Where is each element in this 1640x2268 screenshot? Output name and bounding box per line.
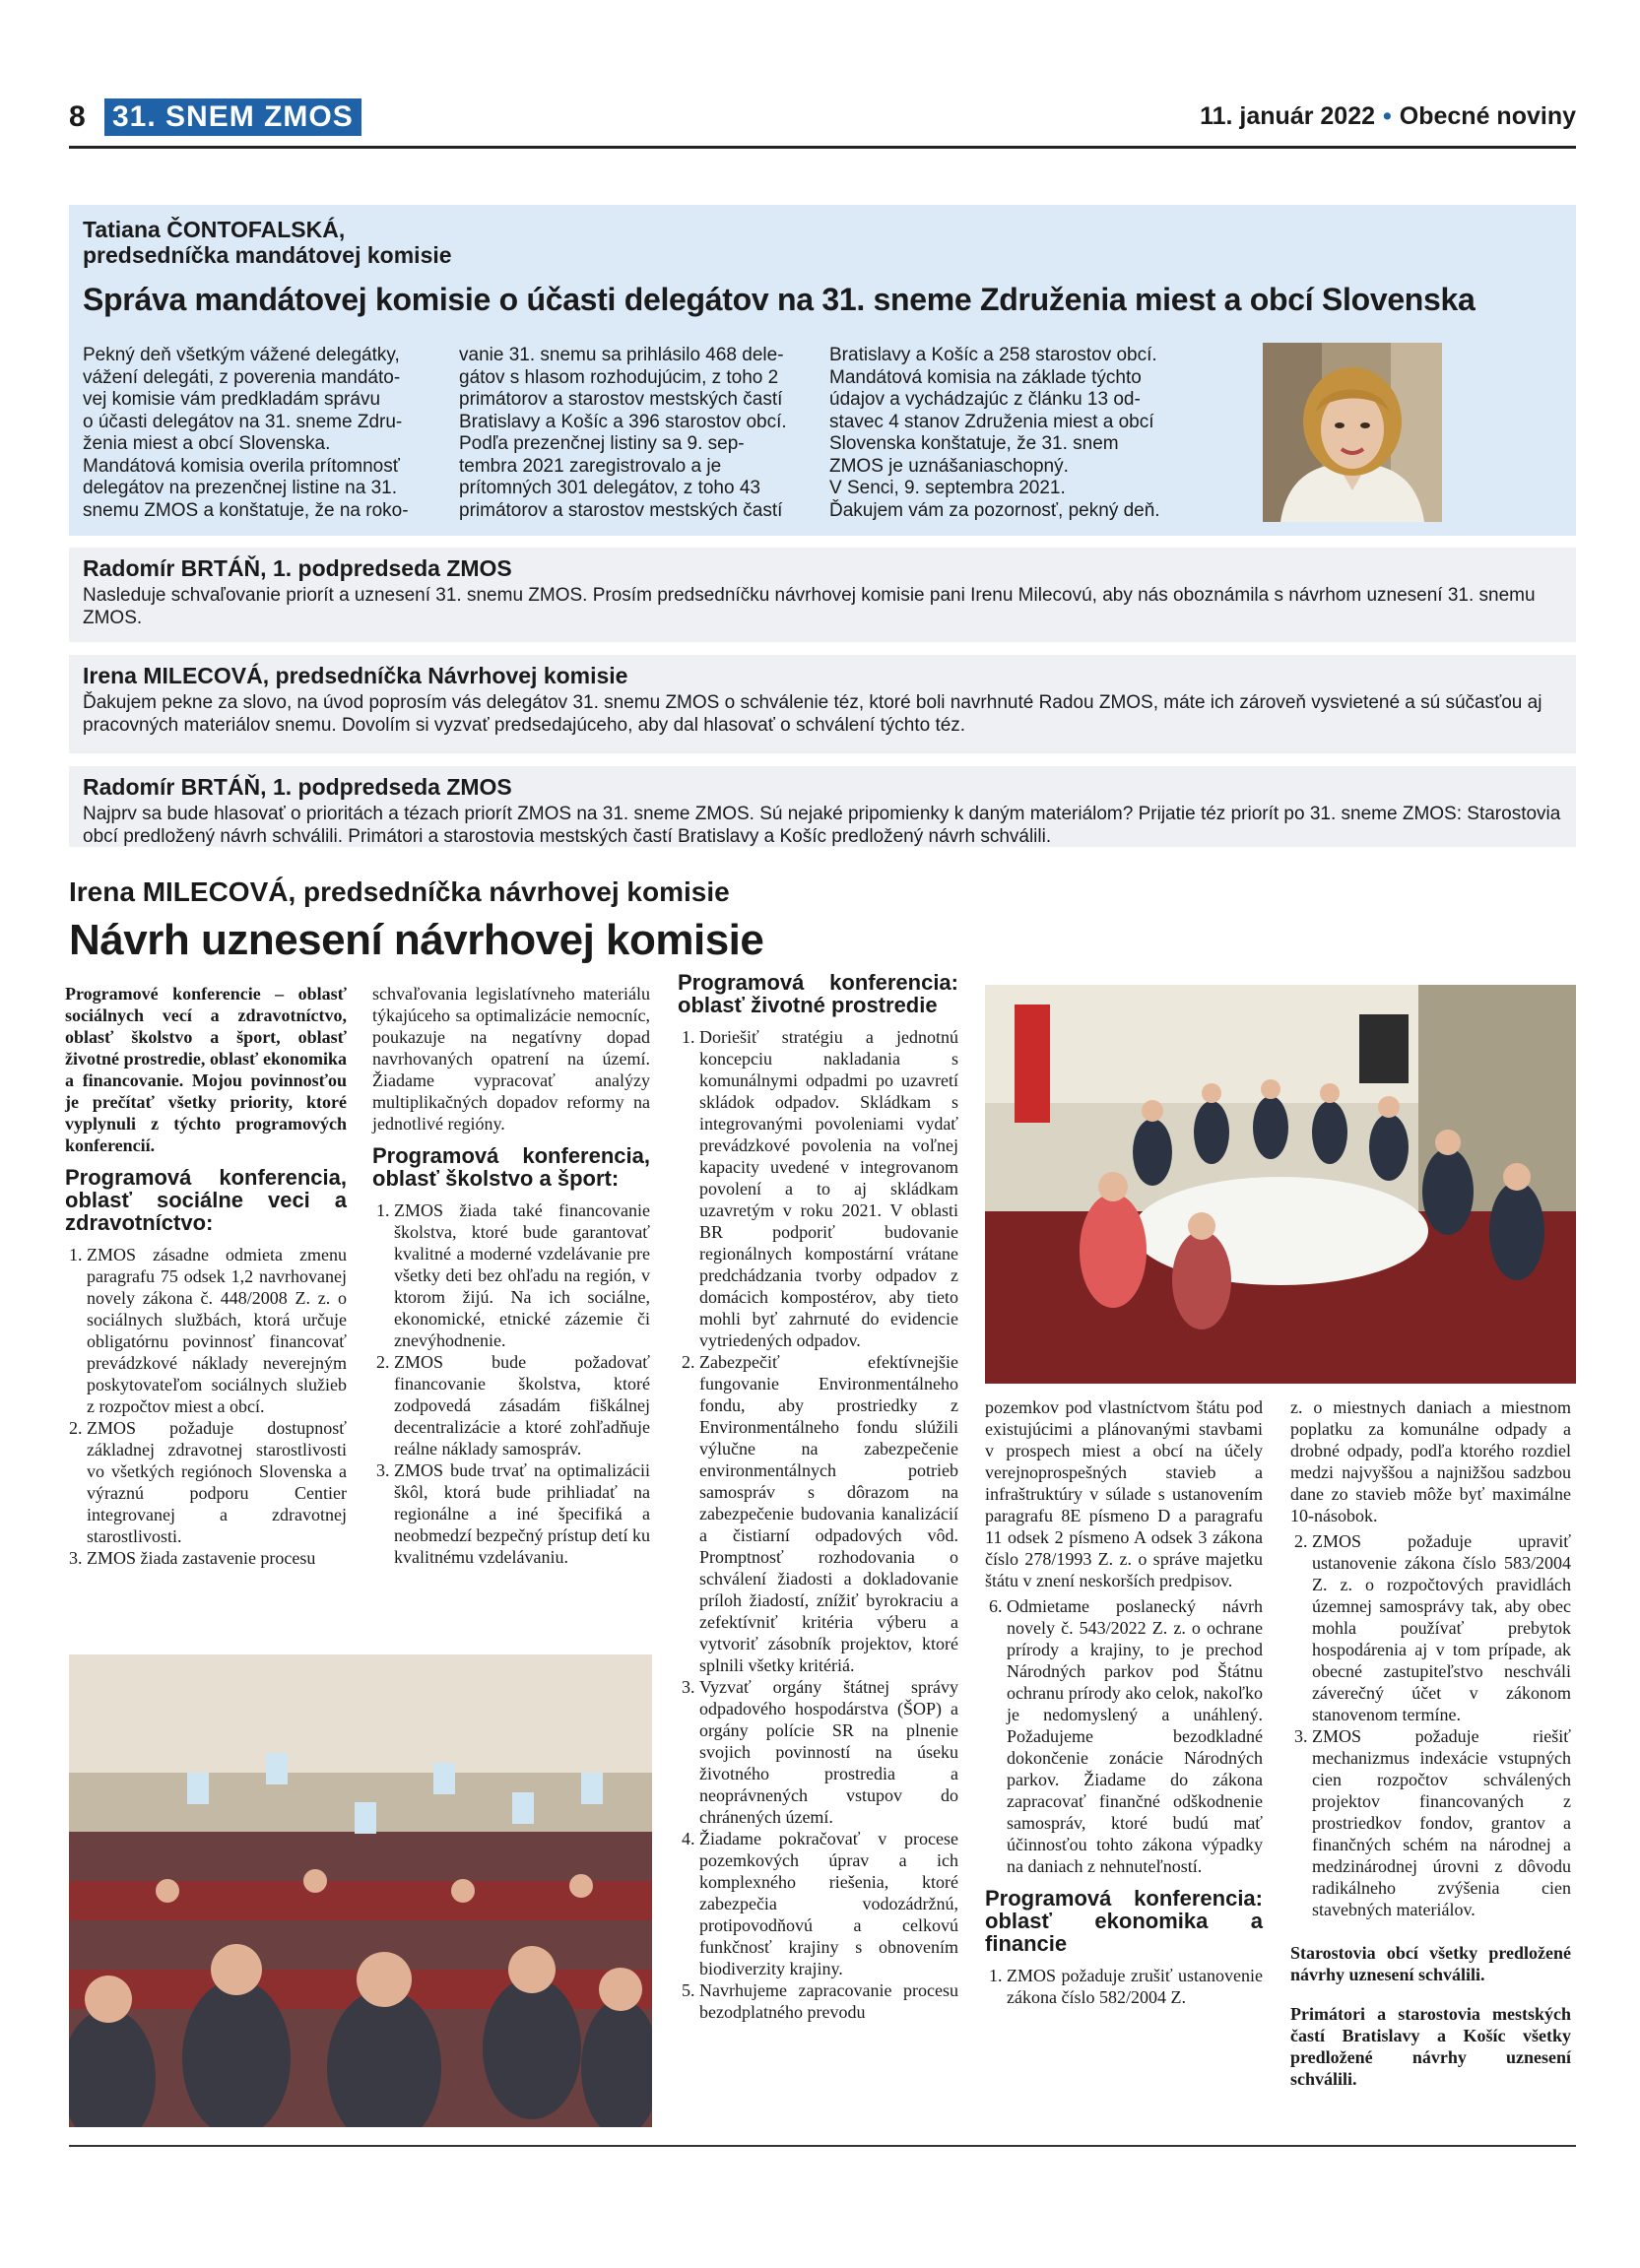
report-speaker-name: Tatiana ČONTOFALSKÁ, [83,217,346,242]
list-item: 2. ZMOS bude požadovať financovanie školstva, ktoré zodpovedá zásadám fiškálnej decentralizácie a ktoré zohľadňuje reálne náklady samospráv. [394,1351,650,1459]
statement-speaker: Irena MILECOVÁ, predsedníčka Návrhovej komisie [83,663,628,688]
statement-box-brtan-1 [69,548,1576,642]
list-item: 3. ZMOS požaduje riešiť mechanizmus indexácie vstupných cien rozpočtov schválených projektov financovaných z prostriedkov fondov, grantov a finančných schém na národnej a medzinárodnej úrovni z dôvodu radikálneho zvýšenia cien stavebných materiálov. [1312,1725,1571,1920]
section-label: 31. SNEM ZMOS [104,98,361,136]
subheading-economy: Programová konferencia: oblasť ekonomika a financie [985,1886,1263,1956]
report-title: Správa mandátovej komisie o účasti delegátov na 31. sneme Združenia miest a obcí Slovenska [83,282,1476,317]
statement-box-milecova [69,655,1576,753]
list-continuation: schvaľovania legislatívneho materiálu týkajúceho sa optimalizácie nemocníc, poukazuje na negatívny dopad navrhovaných opatrení na území. Žiadame vypracovať analýzy multiplikačných dopadov reformy na jednotlivé regióny. [372,984,650,1134]
article-intro: Programové konferencie – oblasť sociálnych vecí a zdravotníctvo, oblasť školstvo a šport, oblasť životné prostredie, oblasť ekonomika a financovanie. Mojou povinnosťou je prečítať všetky priority, ktoré vyplynuli z týchto programových konferencií. [65,984,347,1155]
list-item: 1. ZMOS žiada také financovanie školstva, ktoré bude garantovať kvalitné a moderné vzdelávanie pre všetky deti bez ohľadu na región, v ktorom žijú. Na ich sociálne, ekonomické, etnické zázemie či znevýhodnenie. [394,1199,650,1351]
subheading-social: Programová konferencia, oblasť sociálne veci a zdravotníctvo: [65,1165,347,1235]
list-item: 1. ZMOS požaduje zrušiť ustanovenie zákona číslo 582/2004 Z. [1007,1965,1263,2008]
statement-speaker: Radomír BRTÁŇ, 1. podpredseda ZMOS [83,555,512,581]
photo-delegates-voting [69,1654,652,2127]
article-speaker: Irena MILECOVÁ, predsedníčka návrhovej komisie [69,876,730,907]
article-column-1 [65,983,347,1569]
list-item: 1. ZMOS zásadne odmieta zmenu paragrafu 75 odsek 1,2 navrhovanej novely zákona č. 448/2008 Z. z. o sociálnych službách, ktorá určuje obligatórnu povinnosť financovať prevádzkové náklady neverejným poskytovateľom sociálnych služieb z rozpočtov miest a obcí. [87,1244,347,1417]
list-item: 1. Doriešiť stratégiu a jednotnú koncepciu nakladania s komunálnymi odpadmi po uzavretí skládok odpadov. Skládkam s integrovanými povoleniami vydať prevádzkové povolenia na voľnej kapacity uvedené v integrovanom povolení a to aj skládkam uzavretým v roku 2021. V oblasti BR podporiť budovanie regionálnych kompostární vrátane predchádzania tvorby odpadov z domácich kompostérov, aby tieto mohli byť zahrnuté do evidencie vytriedených odpadov. [699,1026,958,1351]
list-item: 3. Vyzvať orgány štátnej správy odpadového hospodárstva (ŠOP) a orgány polície SR na plnenie svojich povinností na úseku životného prostredia a neoprávnených vstupov do chránených území. [699,1676,958,1828]
list-item: 3. ZMOS bude trvať na optimalizácii škôl, ktorá bude prihliadať na regionálne a iné špecifiká a neobmedzí bezpečný prístup detí ku kvalitnému vzdelávaniu. [394,1459,650,1568]
list-item: 4. Žiadame pokračovať v procese pozemkových úprav a ich komplexného riešenia, ktoré zabezpečia vodozádržnú, protipovodňovú a celkovú funkčnosť krajiny s obnovením biodiverzity krajiny. [699,1828,958,1979]
closing-statement: Primátori a starostovia mestských častí Bratislavy a Košíc všetky predložené návrhy uznesení schválili. [1290,2004,1571,2089]
photo-round-table [985,985,1576,1384]
issue-info [1200,102,1576,131]
list-item: 5. Navrhujeme zapracovanie procesu bezodplatného prevodu [699,1979,958,2023]
list-continuation: z. o miestnych daniach a miestnom poplatku za komunálne odpady a drobné odpady, podľa ktorého rozdiel medzi najvyššou a najnižšou sadzbou dane zo stavieb môže byť maximálne 10-násobok. [1290,1397,1571,1525]
article-column-2 [372,983,650,1568]
list-item: 2. Zabezpečiť efektívnejšie fungovanie Environmentálneho fondu, aby prostriedky z Environmentálneho fondu slúžili výlučne na zabezpečenie environmentálnych potrieb samospráv s dôrazom na zabezpečenie budovania kanalizácií a čistiarní odpadových vôd. Promptnosť rozhodovania o schválení žiadosti a dokladovanie príloh žiadostí, znížiť byrokraciu a zefektívniť kritéria výberu a vytvoriť zásobník projektov, ktoré splnili všetky kritériá. [699,1351,958,1676]
subheading-environment: Programová konferencia: oblasť životné prostredie [678,970,958,1017]
publication-name: Obecné noviny [1399,102,1576,130]
article-column-3 [678,971,958,2023]
list-item: 2. ZMOS požaduje dostupnosť základnej zdravotnej starostlivosti vo všetkých regiónoch Slovenska a výraznú podporu Centier integrovanej a zdravotnej starostlivosti. [87,1417,347,1547]
list-continuation: pozemkov pod vlastníctvom štátu pod existujúcimi a plánovanými stavbami v prospech miest a obcí na účely verejnoprospešných stavieb a infraštruktúry v súlade s ustanovením paragrafu 8E písmeno D a paragrafu 11 odsek 2 písmeno A odsek 3 zákona číslo 278/1993 Z. z. o správe majetku štátu v znení neskorších predpisov. [985,1397,1263,1590]
article-column-4 [985,1396,1263,2008]
closing-statement: Starostovia obcí všetky predložené návrhy uznesení schválili. [1290,1943,1571,1984]
header-separator: • [1383,102,1392,130]
report-column-3: Bratislavy a Košíc a 258 starostov obcí. Mandátová komisia na základe týchto údajov a vychádzajúc z článku 13 od- stavec 4 stanov Združenia miest a obcí Slovenska konštatuje, že 31. snem ZMOS je uznášaniaschopný. V Senci, 9. septembra 2021. Ďakujem vám za pozornosť, pekný deň. [829,345,1160,521]
list-item: 3. ZMOS žiada zastavenie procesu [87,1547,347,1569]
page-number: 8 [69,100,86,133]
page-header [69,97,1576,149]
issue-date: 11. január 2022 [1200,102,1376,130]
list-item: 6. Odmietame poslanecký návrh novely č. 543/2022 Z. z. o ochrane prírody a krajiny, to je prechod Národných parkov pod Štátnu ochranu prírody ako celok, nakoľko je nedomyslený a unáhlený. Požadujeme bezodkladné dokončenie zonácie Národných parkov. Žiadame do zákona zapracovať finančné odškodnenie samospráv, ktoré budú mať účinnosťou tohto zákona výpadky na daniach z nehnuteľností. [1007,1595,1263,1877]
statement-text: Ďakujem pekne za slovo, na úvod poprosím vás delegátov 31. snemu ZMOS o schválenie téz, ktoré boli navrhnuté Radou ZMOS, máte ich zároveň vysvietené a sú súčasťou aj pracovných materiálov snemu. Dovolím si vyzvať predsedajúceho, aby dal hlasovať o schválení týchto téz. [83,692,1542,736]
article-title: Návrh uznesení návrhovej komisie [69,916,764,964]
list-item: 2. ZMOS požaduje upraviť ustanovenie zákona číslo 583/2004 Z. z. o rozpočtových pravidlách územnej samosprávy tak, aby obec mohla používať prebytok hospodárenia aj v tom prípade, ak obecné zastupiteľstvo neschváli záverečný účet v zákonom stanovenom termíne. [1312,1530,1571,1725]
report-speaker-role: predsedníčka mandátovej komisie [83,242,452,268]
page-bottom-rule [69,2145,1576,2147]
report-column-1: Pekný deň všetkým vážené delegátky, vážení delegáti, z poverenia mandáto- vej komisie vám predkladám správu o účasti delegátov na 31. sneme Zdru- ženia miest a obcí Slovenska. Mandátová komisia overila prítomnosť delegátov na prezenčnej listine na 31. snemu ZMOS a konštatuje, že na roko- [83,345,409,521]
statement-text: Najprv sa bude hlasovať o prioritách a tézach priorít ZMOS na 31. sneme ZMOS. Sú nejaké pripomienky k daným materiálom? Prijatie téz priorít po 31. sneme ZMOS: Starostovia obcí predložený návrh schválili. Primátori a starostovia mestských častí Bratislavy a Košíc predložený návrh schválili. [83,804,1561,847]
report-column-2: vanie 31. snemu sa prihlásilo 468 dele- gátov s hlasom rozhodujúcim, z toho 2 primátorov a starostov mestských častí Bratislavy a Košíc a 396 starostov obcí. Podľa prezenčnej listiny sa 9. sep- tembra 2021 zaregistrovalo a je prítomných 301 delegátov, z toho 43 primátorov a starostov mestských častí [459,345,787,521]
subheading-school: Programová konferencia, oblasť školstvo a šport: [372,1143,650,1191]
statement-speaker: Radomír BRTÁŇ, 1. podpredseda ZMOS [83,774,512,800]
article-column-5 [1290,1396,1571,2094]
speaker-portrait [1263,343,1442,522]
statement-text: Nasleduje schvaľovanie priorít a uznesení 31. snemu ZMOS. Prosím predsedníčku návrhovej komisie pani Irenu Milecovú, aby nás oboznámila s návrhom uznesení 31. snemu ZMOS. [83,585,1536,628]
statement-box-brtan-2 [69,766,1576,847]
